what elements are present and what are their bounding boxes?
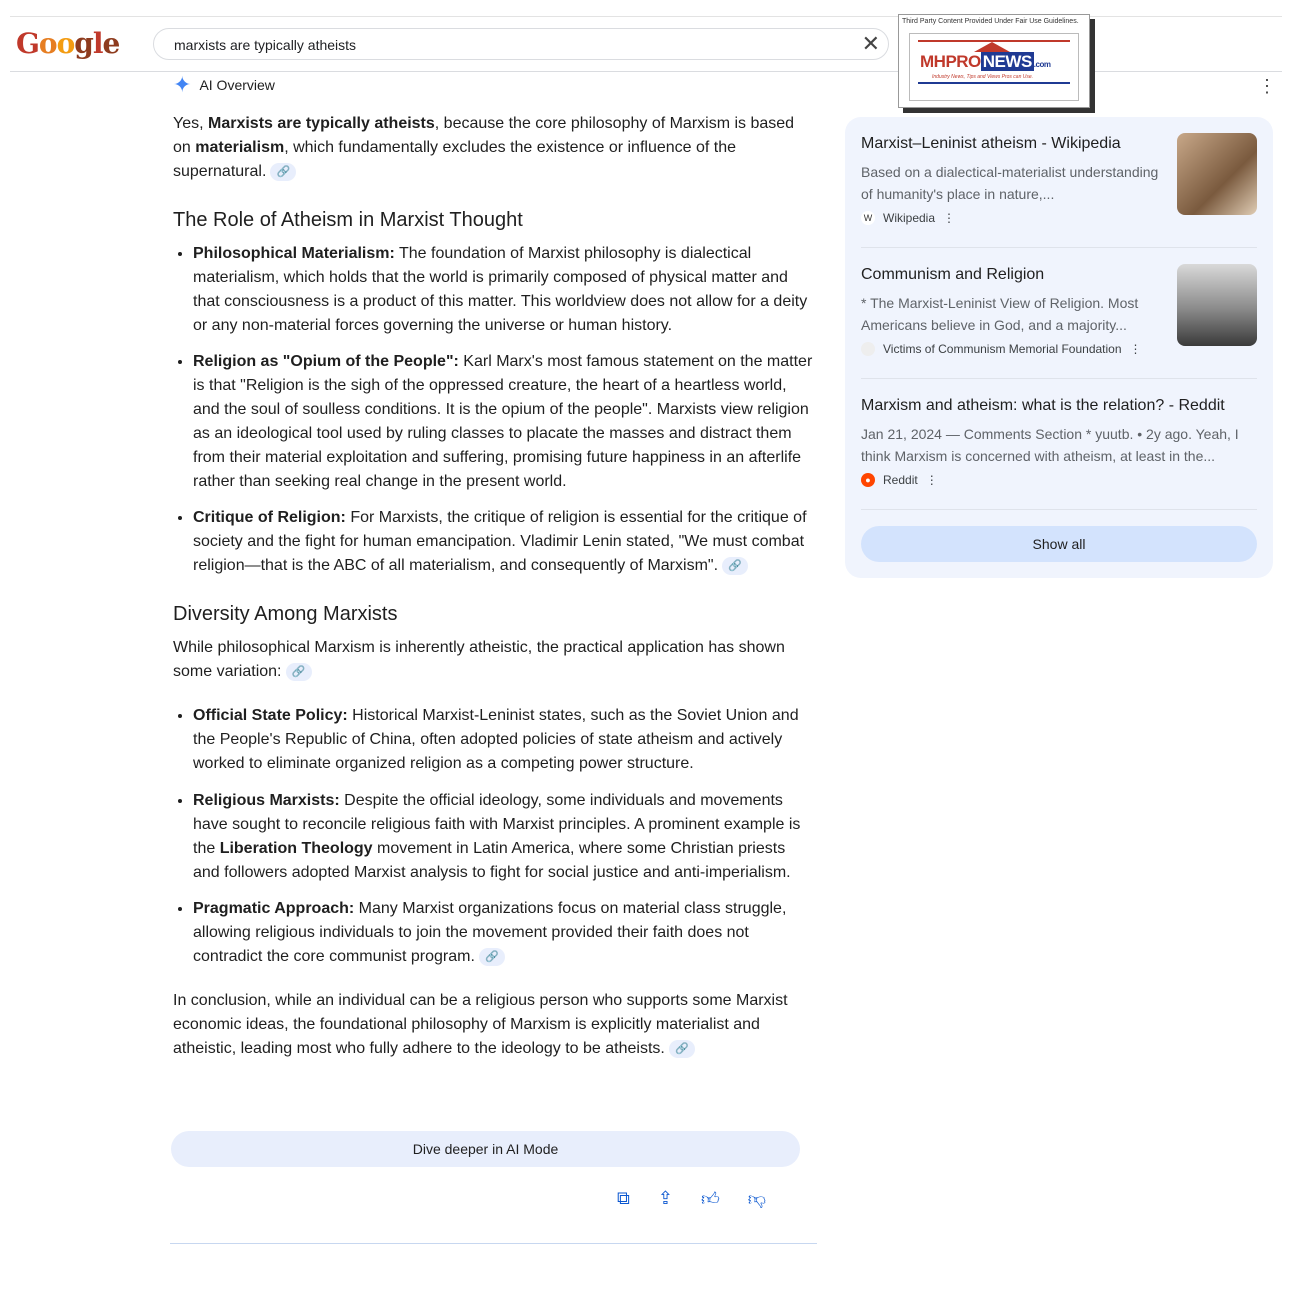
top-divider	[10, 16, 1282, 17]
search-input[interactable]: marxists are typically atheists	[174, 37, 357, 53]
source-thumbnail-church[interactable]	[1177, 264, 1257, 346]
source-thumbnail-portrait[interactable]	[1177, 133, 1257, 215]
header-divider	[10, 71, 1282, 72]
list-item: • Religious Marxists: Despite the official ideology, some individuals and movements have sought to reconcile religious faith with Marxist principles. A prominent example is the Liberation Theology movement in Latin America, where some Christian priests and followers adopted Marxist analysis to fight for social justice and anti-imperialism.	[193, 789, 813, 885]
link-icon[interactable]: 🔗	[722, 557, 748, 575]
more-options-icon[interactable]: ⋮	[1258, 76, 1276, 96]
link-icon[interactable]: 🔗	[669, 1040, 695, 1058]
watermark-badge	[898, 14, 1090, 108]
close-icon[interactable]: ✕	[861, 31, 880, 56]
more-options-icon[interactable]: ⋮	[925, 473, 938, 487]
source-site: Victims of Communism Memorial Foundation	[883, 342, 1122, 356]
section2-list	[173, 704, 813, 969]
source-card[interactable]	[861, 395, 1257, 510]
source-site: Reddit	[883, 473, 918, 487]
section-heading: The Role of Atheism in Marxist Thought	[173, 209, 523, 231]
source-card[interactable]	[861, 264, 1257, 379]
share-icon[interactable]: ⇪	[657, 1188, 673, 1208]
source-title[interactable]: Marxist–Leninist atheism - Wikipedia	[861, 135, 1121, 152]
dive-deeper-button[interactable]: Dive deeper in AI Mode	[171, 1131, 800, 1167]
link-icon[interactable]: 🔗	[286, 663, 312, 681]
sources-panel	[845, 117, 1273, 578]
more-options-icon[interactable]: ⋮	[943, 211, 956, 225]
section-heading: Diversity Among Marxists	[173, 603, 398, 625]
google-logo[interactable]: Google	[16, 27, 120, 60]
intro-paragraph: Yes, Marxists are typically atheists, because the core philosophy of Marxism is based on materialism, which fundamentally excludes the existence or influence of the supernatural. 🔗	[173, 115, 795, 180]
source-card[interactable]	[861, 133, 1257, 248]
sparkle-icon: ✦	[173, 72, 192, 97]
more-options-icon[interactable]: ⋮	[1129, 342, 1142, 356]
link-icon[interactable]: 🔗	[270, 163, 296, 181]
source-snippet: * The Marxist-Leninist View of Religion. Most Americans believe in God, and a majority...	[861, 295, 1139, 333]
source-title[interactable]: Communism and Religion	[861, 266, 1045, 283]
house-roof-icon	[974, 42, 1010, 52]
copy-icon[interactable]: ⧉	[617, 1188, 630, 1208]
source-site: Wikipedia	[883, 211, 936, 225]
thumbs-up-icon[interactable]: 👍︎	[700, 1189, 720, 1209]
fair-use-notice: Third Party Content Provided Under Fair Use Guidelines.	[902, 18, 1079, 25]
show-all-button[interactable]: Show all	[861, 526, 1257, 562]
feedback-actions	[617, 1188, 766, 1210]
ai-overview-content	[173, 112, 813, 1061]
reddit-favicon-icon: ●	[861, 473, 875, 487]
source-snippet: Based on a dialectical-materialist understanding of humanity's place in nature,...	[861, 164, 1159, 202]
list-item: • Religion as "Opium of the People": Karl Marx's most famous statement on the matter is that "Religion is the sigh of the oppressed creature, the heart of a heartless world, and the soul of soulless conditions. It is the opium of the people". Marxists view religion as an ideological tool used by ruling classes to placate the masses and distract them from their material exploitation and suffering, promising future happiness in an afterlife rather than seeking real change in the present world.	[193, 350, 813, 494]
thumbs-down-icon[interactable]: 👎︎	[747, 1189, 767, 1209]
list-item: • Critique of Religion: For Marxists, the critique of religion is essential for the critique of society and the fight for human emancipation. Vladimir Lenin stated, "We must combat religion—that is the ABC of all materialism, and consequently of Marxism". 🔗	[193, 506, 813, 578]
site-favicon-icon	[861, 342, 875, 356]
list-item: • Pragmatic Approach: Many Marxist organizations focus on material class struggle, allowing religious individuals to join the movement provided their faith does not contradict the core communist program. 🔗	[193, 897, 813, 969]
list-item: • Official State Policy: Historical Marxist-Leninist states, such as the Soviet Union and the People's Republic of China, often adopted policies of state atheism and actively worked to eliminate organized religion as a competing power structure.	[193, 704, 813, 776]
ai-overview-header	[173, 73, 275, 97]
section1-list	[173, 242, 813, 578]
mhpronews-logo: MHPRO NEWS .com Industry News, Tips and Views Pros can Use.	[909, 33, 1079, 101]
search-bar[interactable]	[153, 28, 889, 60]
conclusion-paragraph: In conclusion, while an individual can be a religious person who supports some Marxist economic ideas, the foundational philosophy of Marxism is explicitly materialist and atheistic, leading most who fully adhere to the ideology to be atheists. 🔗	[173, 992, 788, 1057]
wikipedia-favicon-icon: W	[861, 211, 875, 225]
bottom-divider	[170, 1243, 817, 1244]
link-icon[interactable]: 🔗	[479, 948, 505, 966]
section2-intro: While philosophical Marxism is inherently atheistic, the practical application has shown some variation: 🔗	[173, 639, 785, 680]
source-snippet: Jan 21, 2024 — Comments Section * yuutb. • 2y ago. Yeah, I think Marxism is concerned with atheism, at least in the...	[861, 426, 1239, 464]
source-title[interactable]: Marxism and atheism: what is the relation? - Reddit	[861, 397, 1225, 414]
list-item: • Philosophical Materialism: The foundation of Marxist philosophy is dialectical materialism, which holds that the world is primarily composed of physical matter and that consciousness is a product of this matter. This worldview does not allow for a deity or any non-material forces governing the universe or human history.	[193, 242, 813, 338]
ai-overview-label: AI Overview	[199, 77, 275, 93]
